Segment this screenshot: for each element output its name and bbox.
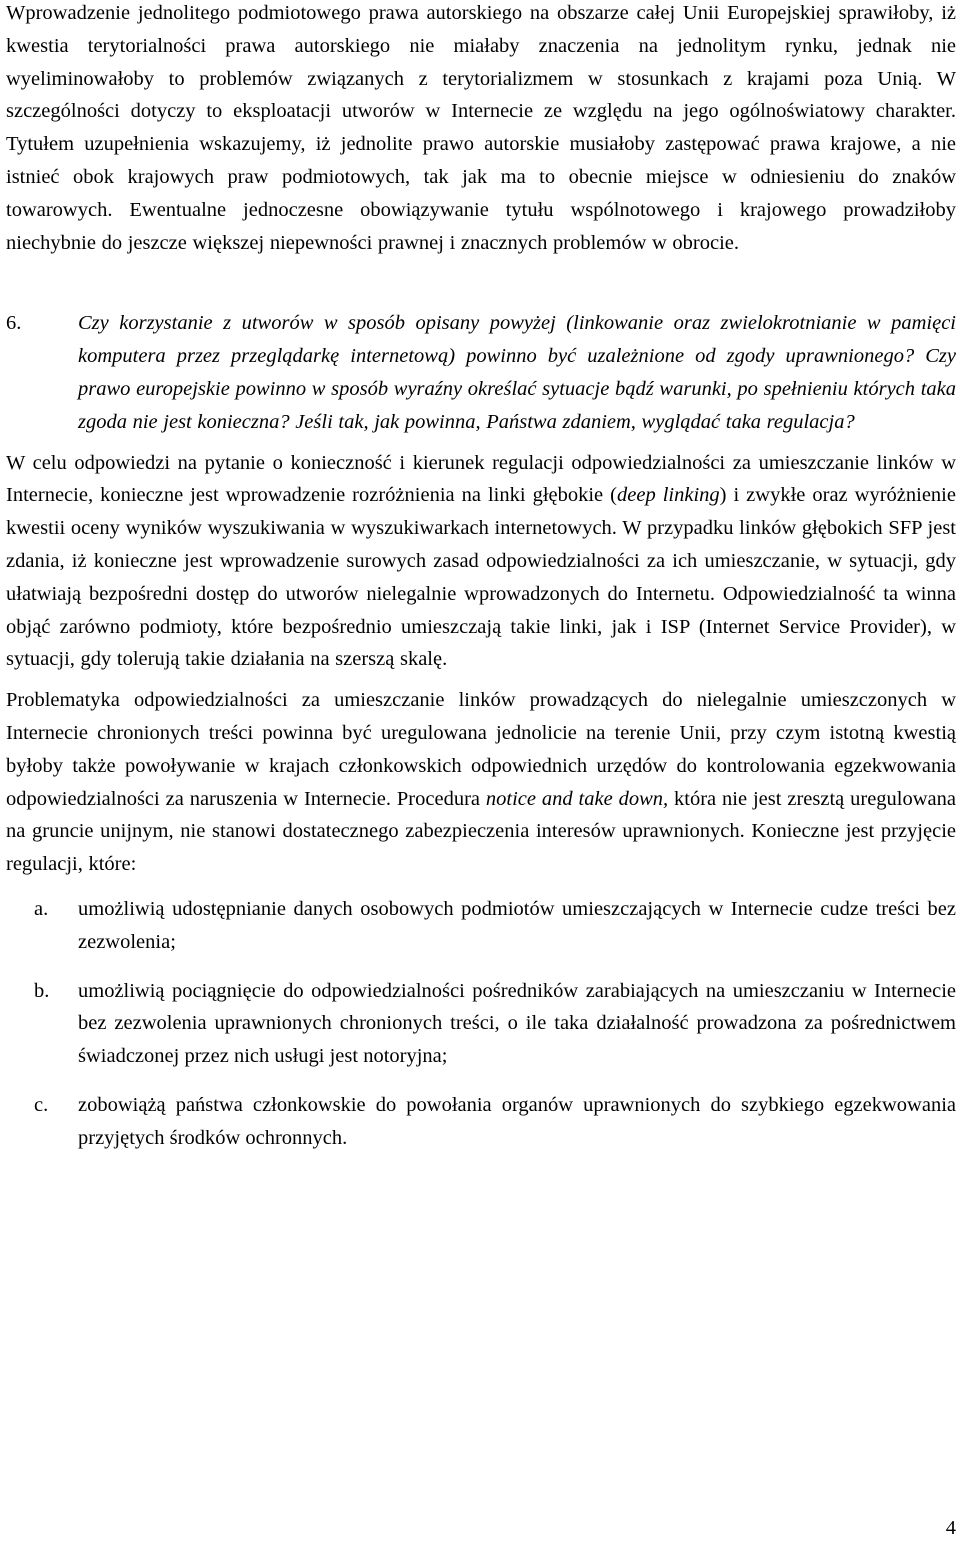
list-marker: a. [34, 897, 49, 920]
paragraph-3 [6, 447, 956, 677]
paragraph-4-italic-term: notice and take down, [485, 787, 669, 810]
paragraph-1: Wprowadzenie jednolitego podmiotowego prawa autorskiego na obszarze całej Unii Europejskiej sprawiłoby, iż kwestia terytorialności prawa autorskiego nie miałaby znaczenia na jednolitym rynku, jednak nie wyeliminowałoby to problemów związanych z terytorializmem w stosunkach z krajami poza Unią. W szczególności dotyczy to eksploatacji utworów w Internecie ze względu na jego ogólnoświatowy charakter. Tytułem uzupełnienia wskazujemy, iż jednolite prawo autorskie musiałoby zastępować prawa krajowe, a nie istnieć obok krajowych praw podmiotowych, tak jak ma to obecnie miejsce w odniesieniu do znaków towarowych. Ewentualne jednoczesne obowiązywanie tytułu wspólnotowego i krajowego prowadziłoby niechybnie do jeszcze większej niepewności prawnej i znacznych problemów w obrocie. [6, 2, 956, 254]
list-item-text: umożliwią pociągnięcie do odpowiedzialności pośredników zarabiających na umieszczaniu w Internecie bez zezwolenia uprawnionych chronionych treści, o ile taka działalność prowadzona za pośrednictwem świadczonej przez nich usługi jest notoryjna; [78, 979, 956, 1068]
paragraph-4-part-2: która nie jest zresztą uregulowana na gruncie unijnym, nie stanowi dostatecznego zabezpieczenia interesów uprawnionych. Konieczne jest przyjęcie regulacji, które: [6, 787, 957, 876]
question-text: Czy korzystanie z utworów w sposób opisany powyżej (linkowanie oraz zwielokrotnianie w pamięci komputera przez przeglądarkę internetową) powinno być uzależnione od zgody uprawnionego? Czy prawo europejskie powinno w sposób wyraźny określać sytuacje bądź warunki, po spełnieniu których taka zgoda nie jest konieczna? Jeśli tak, jak powinna, Państwa zdaniem, wyglądać taka regulacja? [78, 312, 956, 433]
paragraph-3-italic-term: deep linking [617, 484, 720, 507]
list-item [6, 975, 956, 1073]
paragraph-4 [6, 684, 956, 881]
list-item-text: umożliwią udostępnianie danych osobowych podmiotów umieszczających w Internecie cudze treści bez zezwolenia; [78, 897, 956, 953]
list-marker: c. [34, 1093, 49, 1116]
list-item [6, 1089, 956, 1155]
list-item-text: zobowiążą państwa członkowskie do powołania organów uprawnionych do szybkiego egzekwowania przyjętych środków ochronnych. [78, 1093, 956, 1149]
paragraph-3-part-1: W celu odpowiedzi na pytanie o konieczność i kierunek regulacji odpowiedzialności za umieszczanie linków w Internecie, konieczne jest wprowadzenie rozróżnienia na linki głębokie ( [6, 451, 956, 507]
list-marker: b. [34, 979, 50, 1002]
regulation-list [6, 893, 956, 1155]
paragraph-4-part-1: Problematyka odpowiedzialności za umieszczanie linków prowadzących do nielegalnie umieszczonych w Internecie chronionych treści powinna być uregulowana jednolicie na terenie Unii, przy czym istotną kwestią byłoby także powoływanie w krajach członkowskich odpowiednich urzędów do kontrolowania egzekwowania odpowiedzialności za naruszenia w Internecie. Procedura [6, 689, 956, 810]
question-number: 6. [6, 312, 22, 335]
paragraph-3-part-2: ) i zwykłe oraz wyróżnienie kwestii oceny wyników wyszukiwania w wyszukiwarkach internetowych. W przypadku linków głębokich SFP jest zdania, iż konieczne jest wprowadzenie surowych zasad odpowiedzialności za ich umieszczanie, w sytuacji, gdy ułatwiają bezpośredni dostęp do utworów nielegalnie wprowadzonych do Internetu. Odpowiedzialność ta winna objąć zarówno podmioty, które bezpośrednio umieszczają takie linki, jak i ISP (Internet Service Provider), w sytuacji, gdy tolerują takie działania na szerszą skalę. [6, 484, 956, 671]
document-page [6, 0, 956, 1171]
question-6 [6, 307, 956, 438]
page-number: 4 [945, 1517, 956, 1539]
list-item [6, 893, 956, 959]
